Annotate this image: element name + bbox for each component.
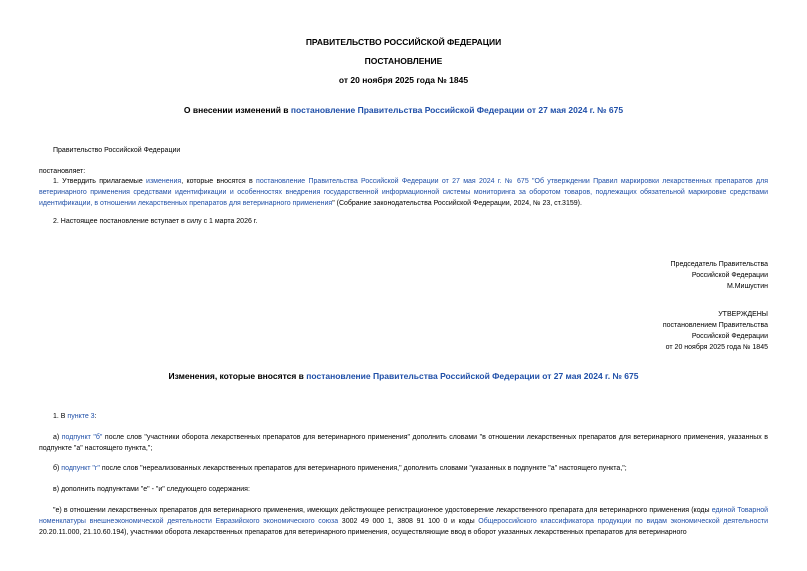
subpoint-b-text-a: б) — [53, 465, 62, 472]
approval-block — [560, 309, 768, 353]
signature-block — [560, 259, 768, 292]
tnved-link[interactable]: единой Товарной номенклатуры внешнеэкономической деятельности Евразийского экономического союза — [39, 507, 768, 525]
issuer: Правительство Российской Федерации — [53, 147, 181, 154]
okpd-link[interactable]: Общероссийского классификатора продукции по видам экономической деятельности — [478, 518, 768, 525]
item-1-text-b: , которые вносятся в — [181, 178, 257, 185]
item-1-text-a: 1. Утвердить прилагаемые — [53, 178, 147, 185]
changes-link[interactable]: изменения — [146, 178, 182, 185]
changes-title-decree-link[interactable]: постановление Правительства Российской Федерации от 27 мая 2024 г. № 675 — [306, 371, 639, 381]
point-3-link[interactable]: пункте 3 — [67, 413, 95, 420]
signature-name: М.Мишустин — [726, 283, 768, 290]
approval-org: Российской Федерации — [691, 333, 768, 340]
subpoint-e-text-a: "е) в отношении лекарственных препаратов для ветеринарного применения, имеющих действующее регистрационное удостоверение лекарственного препарата для ветеринарного применения (коды — [53, 507, 712, 514]
signature-title: Председатель Правительства — [670, 261, 768, 268]
document-type: ПОСТАНОВЛЕНИЕ — [364, 56, 443, 66]
subpoint-b-text-b: после слов "нереализованных лекарственных препаратов для ветеринарного применения," дополнить словами "указанных в подпункте "а" настоящего пункта,"; — [99, 465, 627, 472]
item-2-paragraph: 2. Настоящее постановление вступает в силу с 1 марта 2026 г. — [53, 218, 258, 225]
changes-point-1 — [53, 411, 97, 422]
decrees-line: постановляет: — [39, 168, 86, 175]
subpoint-a-text-b: после слов "участники оборота лекарственных препаратов для ветеринарного применения" дополнить словами "в отношении лекарственных препаратов для ветеринарного применения, указанных в подпункте "а" настоящего пункта,"; — [39, 434, 768, 452]
item-1-paragraph — [39, 176, 768, 209]
subpoint-c: в) дополнить подпунктами "е" - "и" следующего содержания: — [53, 486, 250, 493]
document-date-number: от 20 ноября 2025 года № 1845 — [338, 75, 469, 85]
subpoint-e-text-c: 20.20.11.000, 21.10.60.194), участники оборота лекарственных препаратов для ветеринарного применения, осуществляющие ввод в оборот указанных лекарственных препаратов для ветеринарного — [39, 529, 687, 536]
approval-label: УТВЕРЖДЕНЫ — [718, 311, 768, 318]
point-1-text-a: 1. В — [53, 413, 68, 420]
decree-675-link[interactable]: постановление Правительства Российской Федерации от 27 мая 2024 г. № 675 "Об утверждении Правил маркировки лекарственных препаратов для ветеринарного применения средствами идентификации и особенностях внедрения государственной информационной системы мониторинга за оборотом товаров, подлежащих обязательной маркировке средствами идентификации, в отношении лекарственных препаратов для ветеринарного применения — [39, 178, 768, 207]
government-heading: ПРАВИТЕЛЬСТВО РОССИЙСКОЙ ФЕДЕРАЦИИ — [305, 37, 502, 47]
subpoint-b — [53, 463, 627, 474]
approval-by: постановлением Правительства — [662, 322, 768, 329]
document-title-prefix: О внесении изменений в — [183, 105, 291, 115]
subpoint-g-link[interactable]: подпункт "г" — [61, 465, 100, 472]
subpoint-a — [39, 432, 768, 454]
subpoint-e-text-b: 3002 49 000 1, 3808 91 100 0 и коды — [338, 518, 479, 525]
subpoint-e — [39, 505, 768, 538]
signature-org: Российской Федерации — [691, 272, 768, 279]
changes-title — [0, 371, 807, 381]
item-1-text-c: " (Собрание законодательства Российской Федерации, 2024, № 23, ст.3159). — [332, 200, 582, 207]
point-1-text-b: : — [94, 413, 97, 420]
subpoint-a-text-a: а) — [53, 434, 62, 441]
subpoint-b-link[interactable]: подпункт "б" — [61, 434, 103, 441]
changes-title-prefix: Изменения, которые вносятся в — [168, 371, 307, 381]
document-title — [0, 105, 807, 115]
approval-date: от 20 ноября 2025 года № 1845 — [665, 344, 768, 351]
title-decree-link[interactable]: постановление Правительства Российской Федерации от 27 мая 2024 г. № 675 — [290, 105, 624, 115]
